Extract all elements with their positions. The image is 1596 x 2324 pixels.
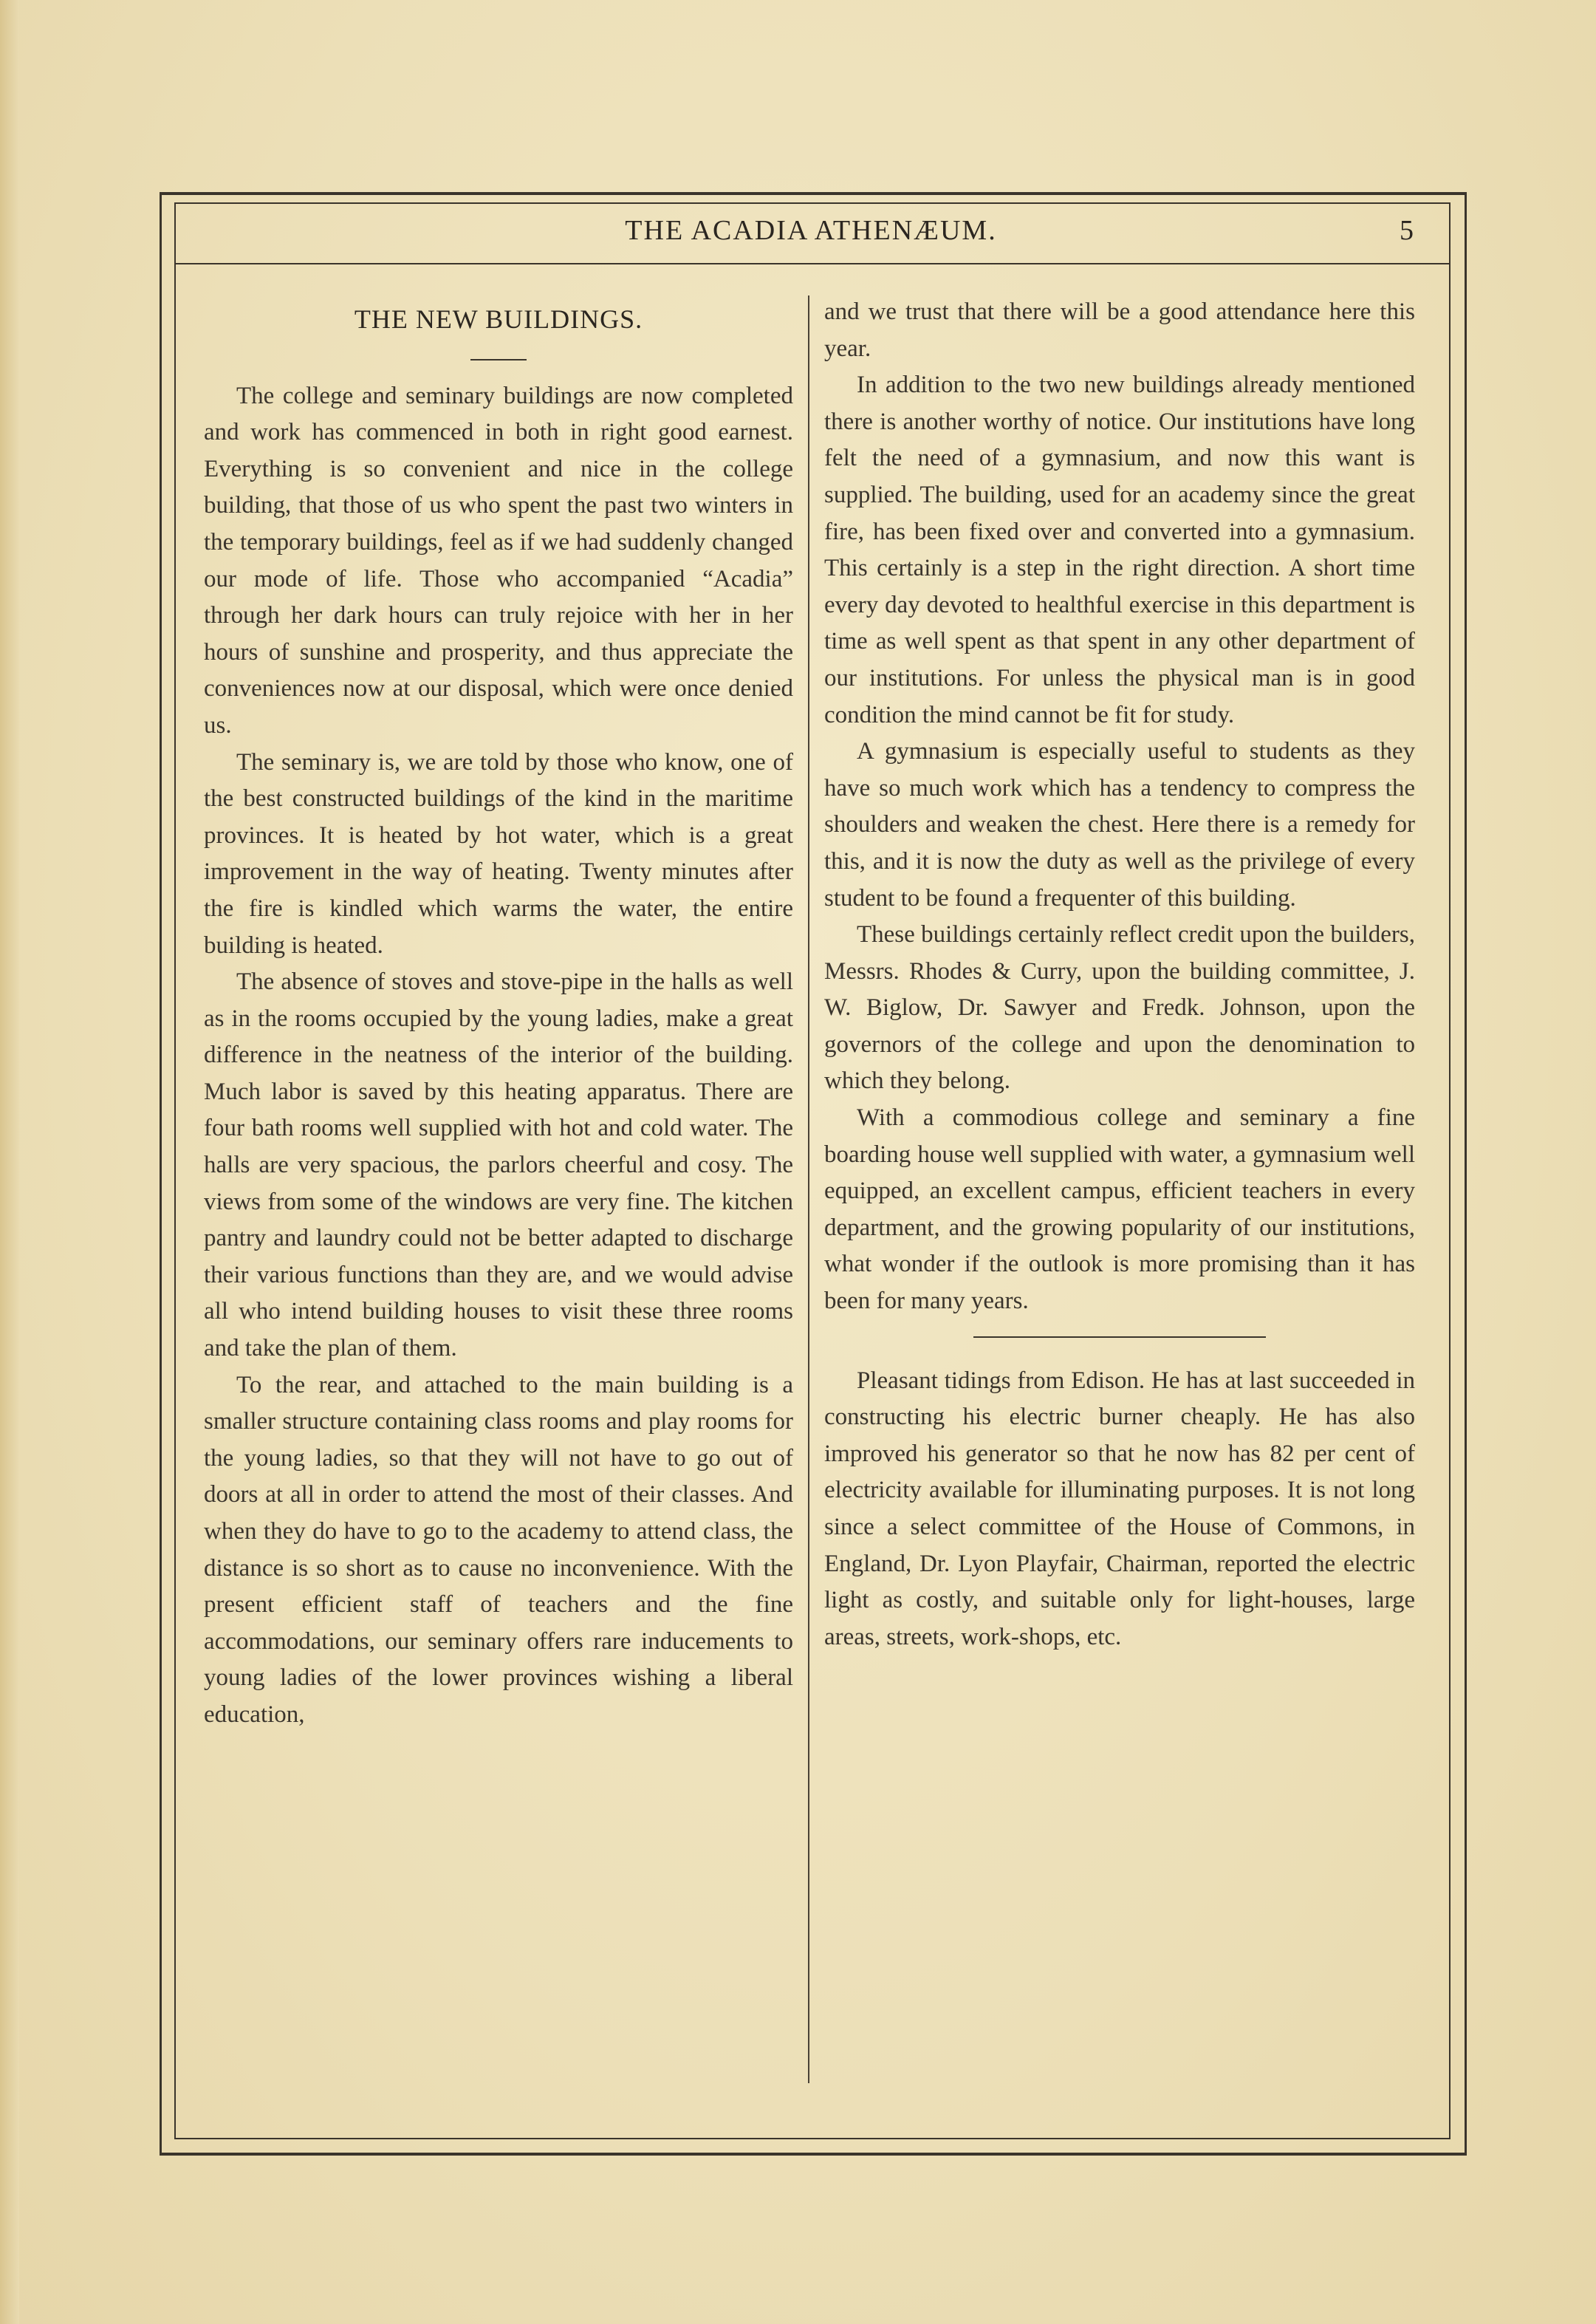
article-paragraph: The seminary is, we are told by those who know, one of the best constructed buildings of the kind in the maritime provinces. It is heated by hot water, which is a great improvement in the way of heating. Twenty minutes after the fire is kindled which warms the water, the entire building is heated.	[204, 748, 793, 959]
header-rule	[174, 263, 1451, 264]
left-column	[204, 294, 793, 1734]
article-continuation: and we trust that there will be a good attendance here this year.	[824, 298, 1415, 362]
article-paragraph: In addition to the two new buildings already mentioned there is another worthy of notice. Our institutions have long felt the need of a gymnasium, and now this want is supplied. The building, used for an academy since the great fire, has been fixed over and converted into a gymnasium. This certainly is a step in the right direction. A short time every day devoted to healthful exercise in this department is time as well spent as that spent in any other department of our institutions. For unless the physical man is in good condition the mind cannot be fit for study.	[824, 372, 1415, 728]
page-number: 5	[1400, 215, 1414, 246]
column-divider	[808, 295, 809, 2083]
right-column	[824, 294, 1415, 1655]
journal-title: THE ACADIA ATHENÆUM.	[625, 215, 997, 246]
article-paragraph: The college and seminary buildings are now completed and work has commenced in both in right good earnest. Everything is so convenient and nice in the college building, that those of us who spent the past two winters in the temporary buildings, feel as if we had suddenly changed our mode of life. Those who accompanied “Acadia” through her dark hours can truly rejoice with her in her hours of sunshine and prosperity, and thus appreciate the conveniences now at our disposal, which were once denied us.	[204, 382, 793, 739]
title-rule	[470, 359, 527, 360]
article-paragraph: A gymnasium is especially useful to students as they have so much work which has a tendency to compress the shoulders and weaken the chest. Here there is a remedy for this, and it is now the duty as well as the privilege of every student to be found a frequenter of this building.	[824, 738, 1415, 912]
article-paragraph: The absence of stoves and stove-pipe in the halls as well as in the rooms occupied by the young ladies, make a great difference in the neatness of the interior of the building. Much labor is saved by this heating apparatus. There are four bath rooms well supplied with hot and cold water. The halls are very spacious, the parlors cheerful and cosy. The views from some of the windows are very fine. The kitchen pantry and laundry could not be better adapted to discharge their various functions than they are, and we would advise all who intend building houses to visit these three rooms and take the plan of them.	[204, 968, 793, 1362]
article-paragraph: These buildings certainly reflect credit upon the builders, Messrs. Rhodes & Curry, upon the building committee, J. W. Biglow, Dr. Sawyer and Fredk. Johnson, upon the governors of the college and upon the denomination to which they belong.	[824, 921, 1415, 1095]
article-paragraph: To the rear, and attached to the main building is a smaller structure containing class rooms and play rooms for the young ladies, so that they will not have to go out of doors at all in order to attend the most of their classes. And when they do have to go to the academy to attend class, the distance is so short as to cause no inconvenience. With the present efficient staff of teachers and the fine accommodations, our seminary offers rare inducements to young ladies of the lower provinces wishing a liberal education,	[204, 1371, 793, 1728]
page-binding-edge	[0, 0, 19, 2324]
article-title: THE NEW BUILDINGS.	[354, 304, 643, 334]
section-rule	[973, 1336, 1266, 1338]
article-paragraph: With a commodious college and seminary a fine boarding house well supplied with water, a gymnasium well equipped, an excellent campus, efficient teachers in every department, and the growing popularity of our institutions, what wonder if the outlook is more promising than it has been for many years.	[824, 1104, 1415, 1315]
edison-note-paragraph: Pleasant tidings from Edison. He has at last succeeded in constructing his electric burner cheaply. He has also improved his generator so that he now has 82 per cent of electricity available for illuminating purposes. It is not long since a select committee of the House of Commons, in England, Dr. Lyon Playfair, Chairman, reported the electric light as costly, and suitable only for light-houses, large areas, streets, work-shops, etc.	[824, 1367, 1415, 1650]
running-header	[174, 214, 1448, 259]
